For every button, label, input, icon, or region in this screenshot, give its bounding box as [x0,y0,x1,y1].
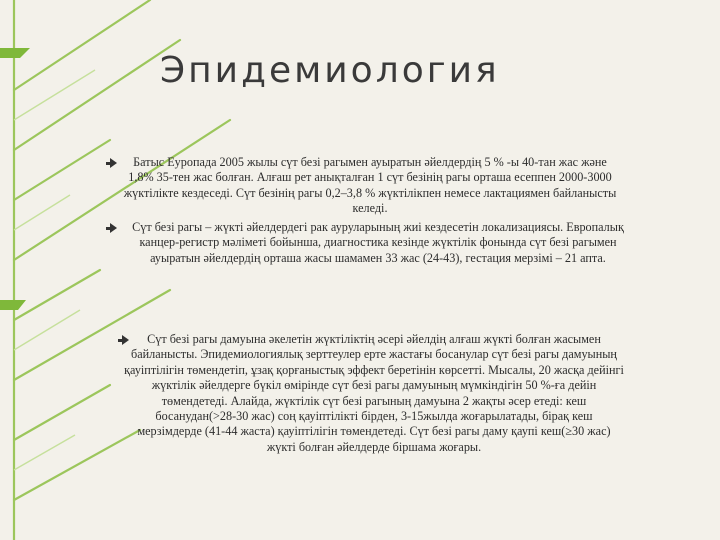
bullet-paragraph: Сүт безі рагы дамуына әкелетін жүктіліктің әсері әйелдің алғаш жүкті болған жасымен байланысты. Эпидемиологиялық зерттеулер ерте жастағы босанулар сүт безі рагы дамуының қауіптілігін төмендетіп, ұзақ қорғаныстық эффект беретінін көрсетті. Мысалы, 20 жасқа дейінгі жүктілік әйелдерге бүкіл өмірінде сүт безі рагы дамуының мүмкіндігін 50 %-ға дейін төмендетеді. Алайда, жүктілік сүт безі рагының дамуына 2 жақты әсер етеді: кеш босанудан(>28-30 жас) соң қауіптілікті бірден, 3-15жылда жоғарылатады, бірақ кеш мерзімдерде (41-44 жаста) қауіптілігін төмендетеді. Сүт безі рагы даму қаупі кеш(≥30 жас) жүкті болған әйелдерде біршама жоғары. [124,332,624,454]
arrow-bullet-icon [110,158,117,168]
bullet-paragraph: Сүт безі рагы – жүкті әйелдердегі рак ауруларының жиі кездесетін локализациясы. Европалық канцер-регистр мәліметі бойынша, диагностика кезінде жүктілік фонында сүт безі рагымен ауыратын әйелдердің орташа жасы шамамен 33 жас (24-43), гестация мерзімі – 21 апта. [132,220,624,265]
page-title: Эпидемиология [160,50,500,91]
arrow-bullet-icon [110,223,117,233]
bullet-paragraph: Батыс Еуропада 2005 жылы сүт безі рагымен ауыратын әйелдердің 5 % -ы 40-тан жас және 1,8% 35-тен жас болған. Алғаш рет анықталған 1 сүт безінің рагы орташа есеппен 2000-3000 жүктілікте кездеседі. Сүт безінің рагы 0,2–3,8 % жүктілікпен немесе лактациямен байланысты келеді. [123,155,617,216]
